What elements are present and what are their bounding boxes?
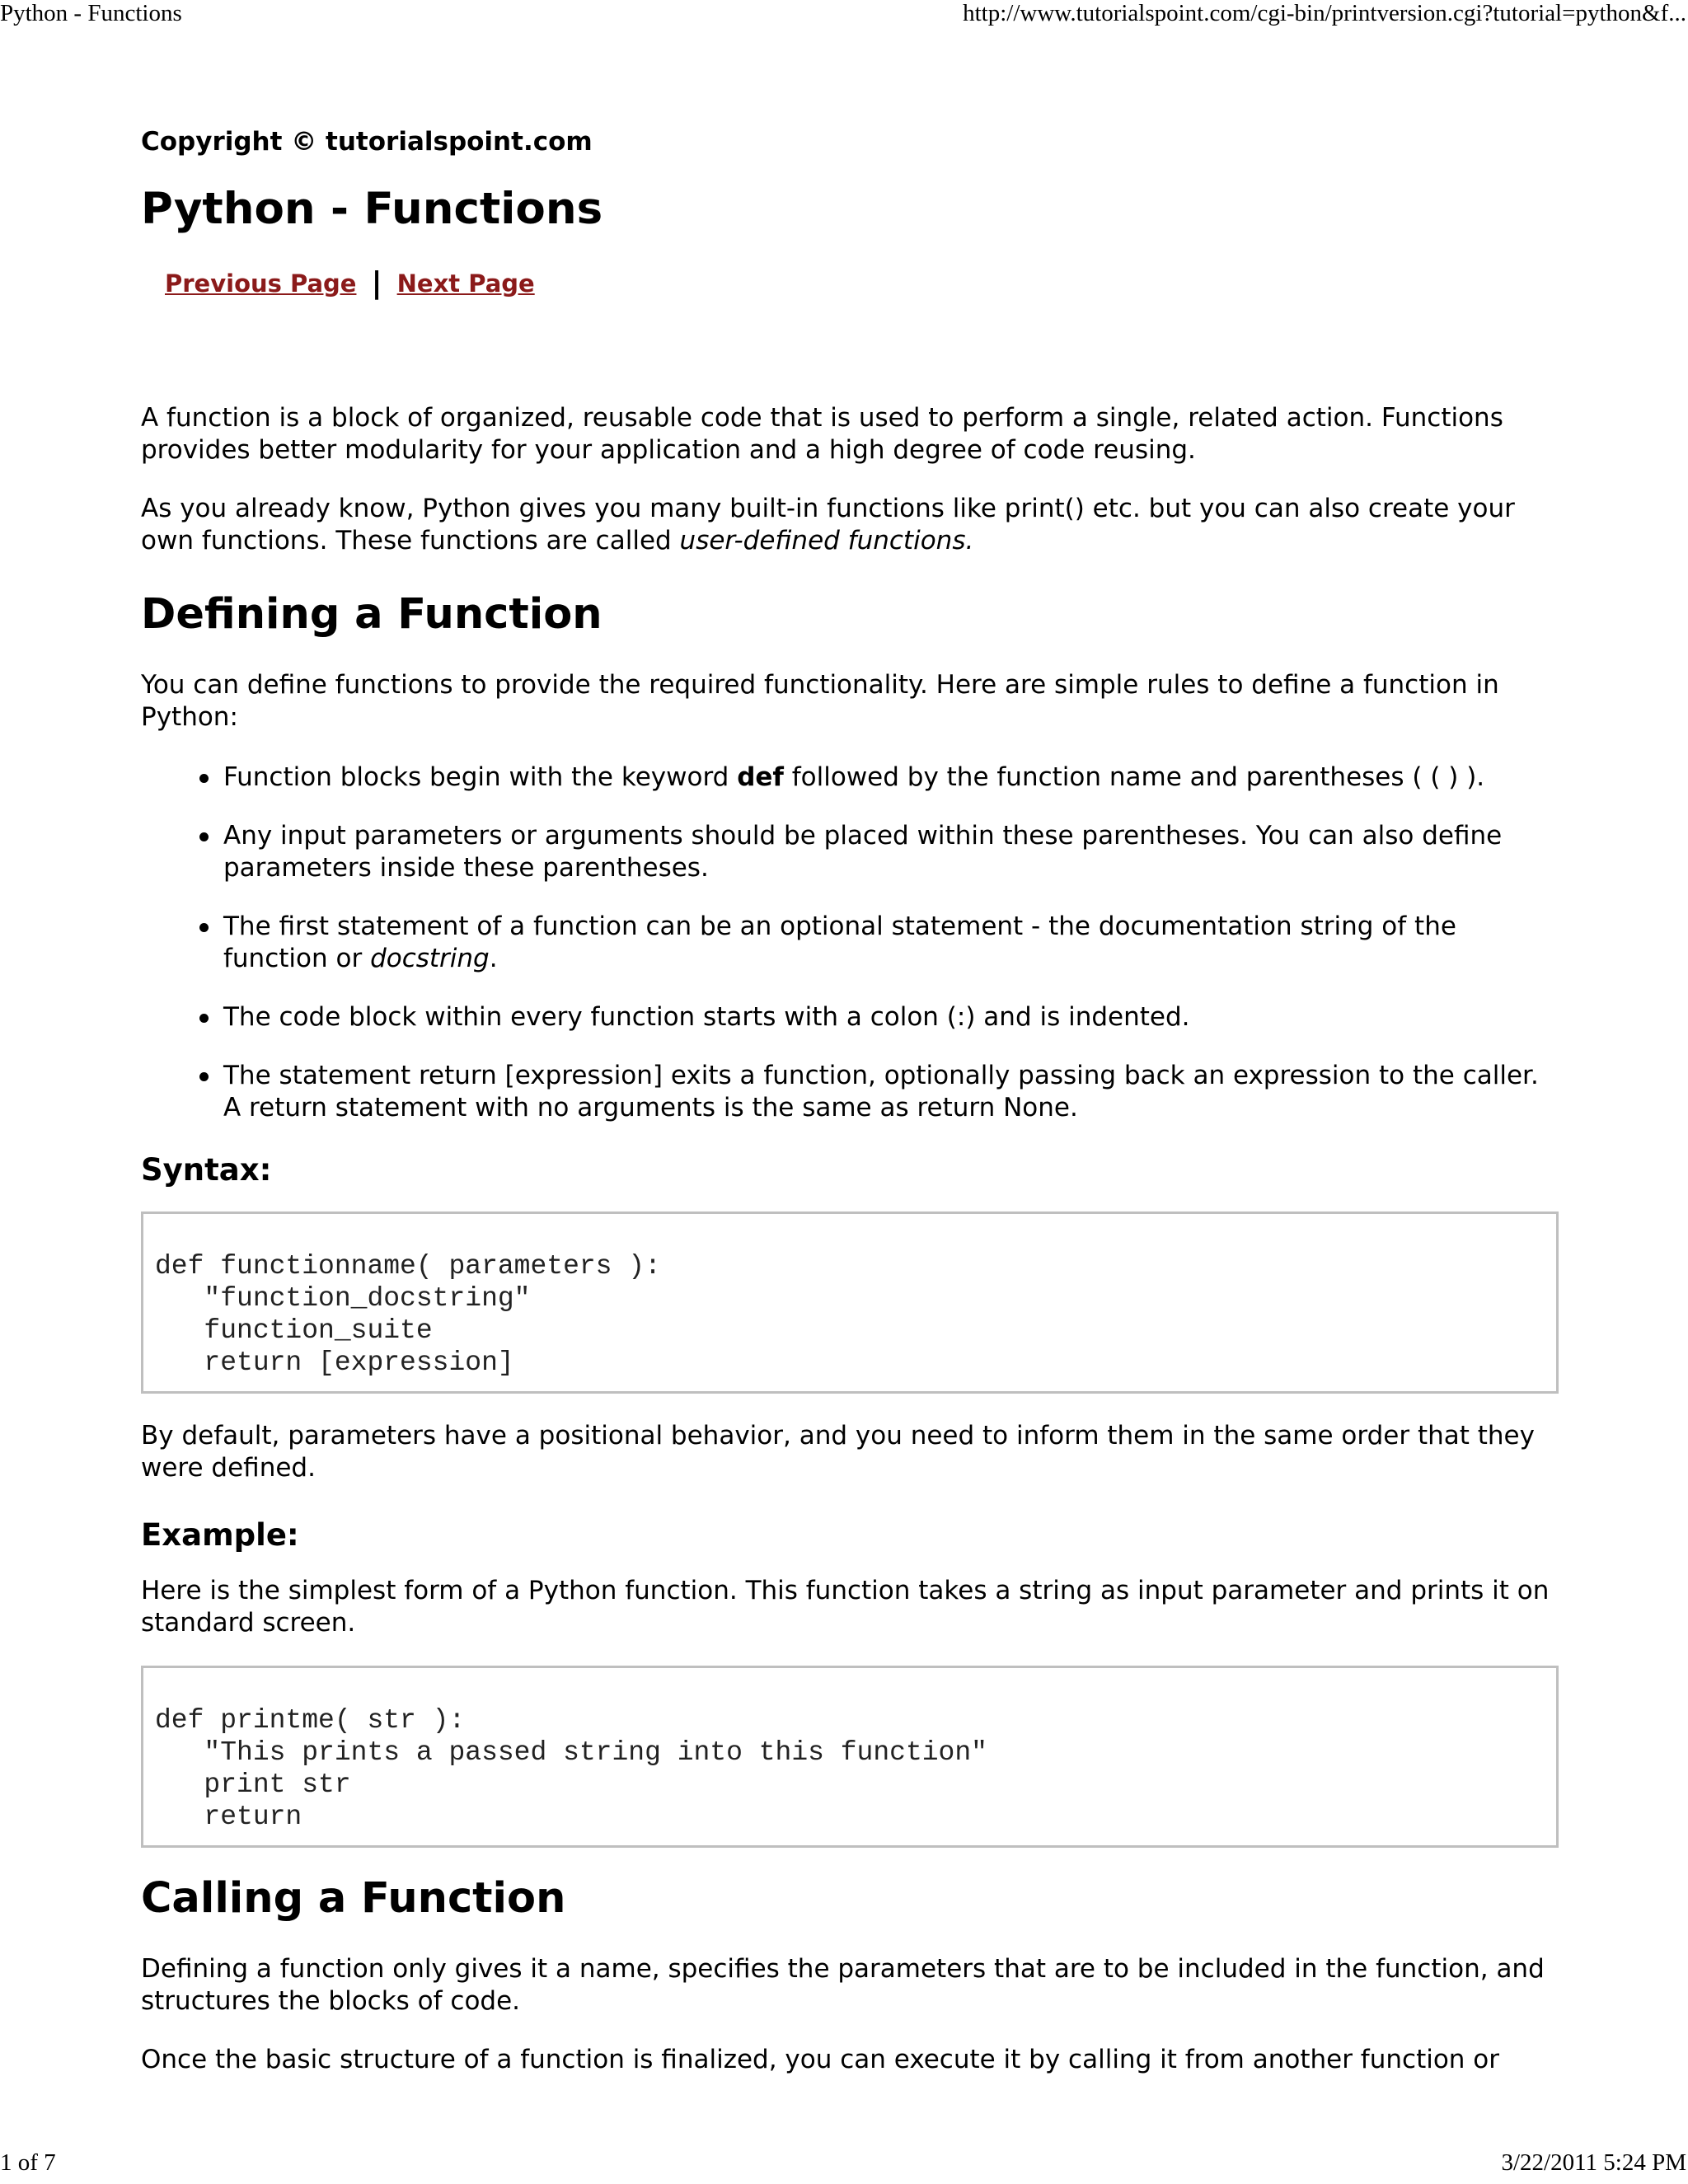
page-navigation — [165, 264, 1559, 303]
docstring-term: docstring — [370, 944, 490, 973]
print-footer — [0, 2149, 1688, 2182]
defining-function-heading: Defining a Function — [141, 590, 603, 639]
def-keyword: def — [737, 762, 784, 792]
copyright-notice: Copyright © tutorialspoint.com — [141, 127, 593, 157]
user-defined-functions-term: user-defined functions. — [679, 526, 974, 555]
print-header — [0, 0, 1688, 33]
page-content — [141, 124, 1559, 2076]
example-code-block: def printme( str ): "This prints a passed string into this function" print str return — [141, 1666, 1559, 1848]
rule-3-text: The first statement of a function can be an optional statement - the documentation string of the function or — [223, 912, 1456, 973]
positional-note: By default, parameters have a positional behavior, and you need to inform them in the same order that they were defined. — [141, 1421, 1535, 1483]
rule-3-text-end: . — [489, 944, 498, 973]
page-title: Python - Functions — [141, 184, 603, 234]
intro-paragraph-1: A function is a block of organized, reusable code that is used to perform a single, related action. Functions provides better modularity for your application and a high degree of code reusing. — [141, 403, 1503, 465]
list-item — [223, 762, 1559, 794]
syntax-heading: Syntax: — [141, 1152, 272, 1188]
intro-paragraph-2 — [141, 493, 1559, 557]
print-header-url: http://www.tutorialspoint.com/cgi-bin/printversion.cgi?tutorial=python&f... — [963, 0, 1686, 26]
example-intro: Here is the simplest form of a Python function. This function takes a string as input parameter and prints it on standard screen. — [141, 1576, 1550, 1638]
rule-1-text: Function blocks begin with the keyword — [223, 762, 738, 792]
list-item: The statement return [expression] exits a function, optionally passing back an expression to the caller. A return statement with no arguments is the same as return None. — [223, 1060, 1559, 1124]
calling-paragraph-1: Defining a function only gives it a name, specifies the parameters that are to be included in the function, and structures the blocks of code. — [141, 1954, 1545, 2016]
next-page-link[interactable]: Next Page — [396, 269, 535, 298]
syntax-code-block: def functionname( parameters ): "function_docstring" function_suite return [expression] — [141, 1212, 1559, 1394]
rule-1-text-end: followed by the function name and parentheses ( ( ) ). — [783, 762, 1485, 792]
print-datetime: 3/22/2011 5:24 PM — [1501, 2149, 1686, 2176]
print-header-title: Python - Functions — [0, 0, 182, 26]
function-rules-list — [141, 762, 1559, 1124]
intro-paragraph-2-text: As you already know, Python gives you many built-in functions like print() etc. but you can also create your own functions. These functions are called — [141, 494, 1515, 555]
nav-separator: | — [371, 266, 382, 300]
previous-page-link[interactable]: Previous Page — [165, 269, 357, 298]
list-item: Any input parameters or arguments should be placed within these parentheses. You can also define parameters inside these parentheses. — [223, 820, 1559, 884]
list-item — [223, 911, 1559, 975]
example-heading: Example: — [141, 1517, 299, 1553]
page-count: 1 of 7 — [0, 2149, 56, 2176]
defining-intro: You can define functions to provide the required functionality. Here are simple rules to define a function in Python: — [141, 670, 1499, 732]
calling-function-heading: Calling a Function — [141, 1874, 566, 1923]
list-item: The code block within every function starts with a colon (:) and is indented. — [223, 1001, 1559, 1033]
calling-paragraph-2: Once the basic structure of a function is finalized, you can execute it by calling it from another function or — [141, 2045, 1500, 2074]
